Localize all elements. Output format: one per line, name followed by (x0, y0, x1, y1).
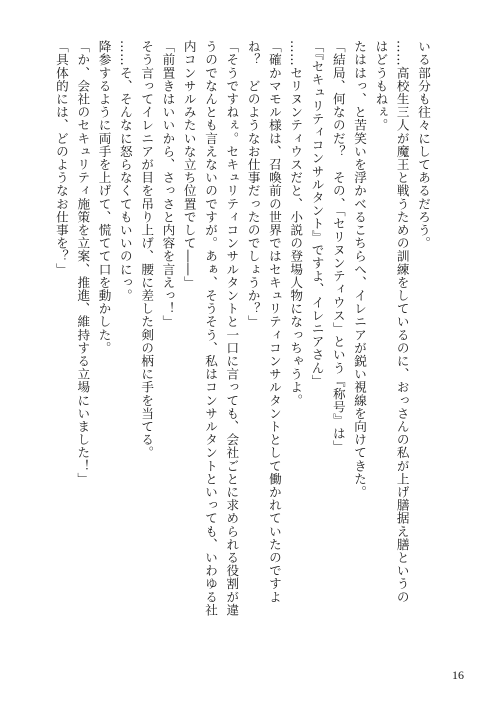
text-line: いる部分も往々にしてあるだろう。 (416, 40, 431, 250)
text-line: うのでなんとも言えないのですが。あぁ、そうそう、私はコンサルタントといっても、いわゆる社 (203, 40, 219, 617)
text-line: 「前置きはいいから、さっさと内容を言えっ！」 (160, 40, 176, 329)
text-line: 「『セキュリティコンサルタント』ですよ、イレニアさん」 (309, 40, 325, 388)
text-line: ……高校生三人が魔王と戦うための訓練をしているのに、おっさんの私が上げ膳据え膳というの (394, 40, 410, 604)
text-line: 降参するように両手を上げて、慌てて口を動かした。 (96, 40, 112, 355)
text-line: 「そうですねぇ。セキュリティコンサルタントと一口に言っても、会社ごとに求められる役割が違 (224, 40, 240, 617)
text-line: 「か、会社のセキュリティ施策を立案、推進、維持する立場にいました！」 (75, 40, 91, 486)
text-line: ね？ どのようなお仕事だったのでしょうか？」 (245, 40, 261, 329)
page-number: 16 (452, 668, 464, 682)
text-line: ……そ、そんなに怒らなくてもいいのにっ。 (117, 40, 133, 302)
text-line: 内コンサルみたいな立ち位置でして――」 (181, 40, 197, 289)
text-line: 「具体的には、どのようなお仕事を？」 (53, 40, 69, 276)
text-line: 「確かマモル様は、召喚前の世界ではセキュリティコンサルタントとして働かれていたのですよ (266, 40, 282, 604)
text-line: ……セリヌンティウスだと、小説の登場人物になっちゃうよ。 (288, 40, 304, 407)
text-line: 「結局、何なのだ？ その、「セリヌンティウス」という『称号』は」 (330, 40, 346, 453)
text-line: たははっ、と苦笑いを浮かべるこちらへ、イレニアが鋭い視線を向けてきた。 (352, 40, 368, 499)
text-line: そう言ってイレニアが目を吊り上げ、腰に差した剣の柄に手を当てる。 (139, 40, 155, 460)
vertical-text-body (53, 40, 434, 617)
text-line: はどうもねぇ。 (373, 40, 389, 132)
